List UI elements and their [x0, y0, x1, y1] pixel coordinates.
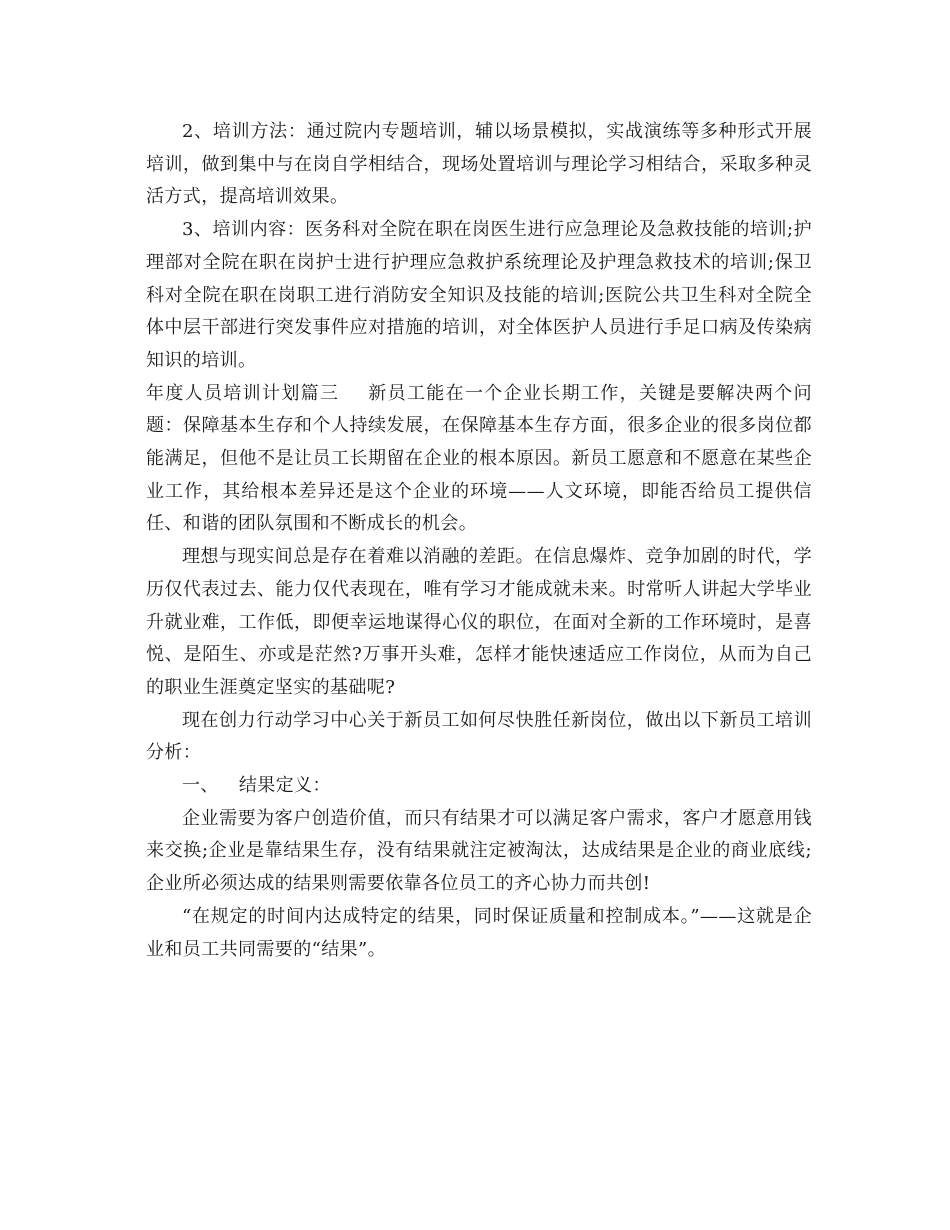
paragraph-analysis-intro: 现在创力行动学习中心关于新员工如何尽快胜任新岗位，做出以下新员工培训分析： [146, 709, 812, 764]
document-body [146, 116, 812, 966]
section-title: 年度人员培训计划篇三 [146, 382, 340, 404]
list-heading-result-definition [146, 770, 812, 803]
section-intro-text: 新员工能在一个企业长期工作，关键是要解决两个问题：保障基本生存和个人持续发展，在保障基本生存方面，很多企业的很多岗位都能满足，但他不是让员工长期留在企业的根本原因。新员工愿意和不愿意在某些企业工作，其给根本差异还是这个企业的环境——人文环境，即能否给员工提供信任、和谐的团队氛围和不断成长的机会。 [146, 382, 813, 535]
paragraph-plan-three [146, 378, 812, 542]
list-heading-text: 结果定义： [238, 775, 331, 797]
paragraph-ideal-reality: 理想与现实间总是存在着难以消融的差距。在信息爆炸、竞争加剧的时代，学历仅代表过去、能力仅代表现在，唯有学习才能成就未来。时常听人讲起大学毕业升就业难，工作低，即便幸运地谋得心仪的职位，在面对全新的工作环境时，是喜悦、是陌生、亦或是茫然?万事开头难，怎样才能快速适应工作岗位，从而为自己的职业生涯奠定坚实的基础呢? [146, 546, 812, 698]
paragraph-result-quote: “在规定的时间内达成特定的结果，同时保证质量和控制成本。”——这就是企业和员工共同需要的“结果”。 [146, 905, 812, 960]
paragraph-training-method: 2、培训方法：通过院内专题培训，辅以场景模拟，实战演练等多种形式开展培训，做到集中与在岗自学相结合，现场处置培训与理论学习相结合，采取多种灵活方式，提高培训效果。 [146, 121, 812, 208]
list-number: 一、 [182, 775, 219, 797]
paragraph-customer-value: 企业需要为客户创造价值，而只有结果才可以满足客户需求，客户才愿意用钱来交换;企业是靠结果生存，没有结果就注定被淘汰，达成结果是企业的商业底线;企业所必须达成的结果则需要依靠各位员工的齐心协力而共创! [146, 807, 812, 895]
paragraph-training-content: 3、培训内容：医务科对全院在职在岗医生进行应急理论及急救技能的培训;护理部对全院在职在岗护士进行护理应急救护系统理论及护理急救技术的培训;保卫科对全院在职在岗职工进行消防安全知识及技能的培训;医院公共卫生科对全院全体中层干部进行突发事件应对措施的培训，对全体医护人员进行手足口病及传染病知识的培训。 [146, 219, 812, 371]
